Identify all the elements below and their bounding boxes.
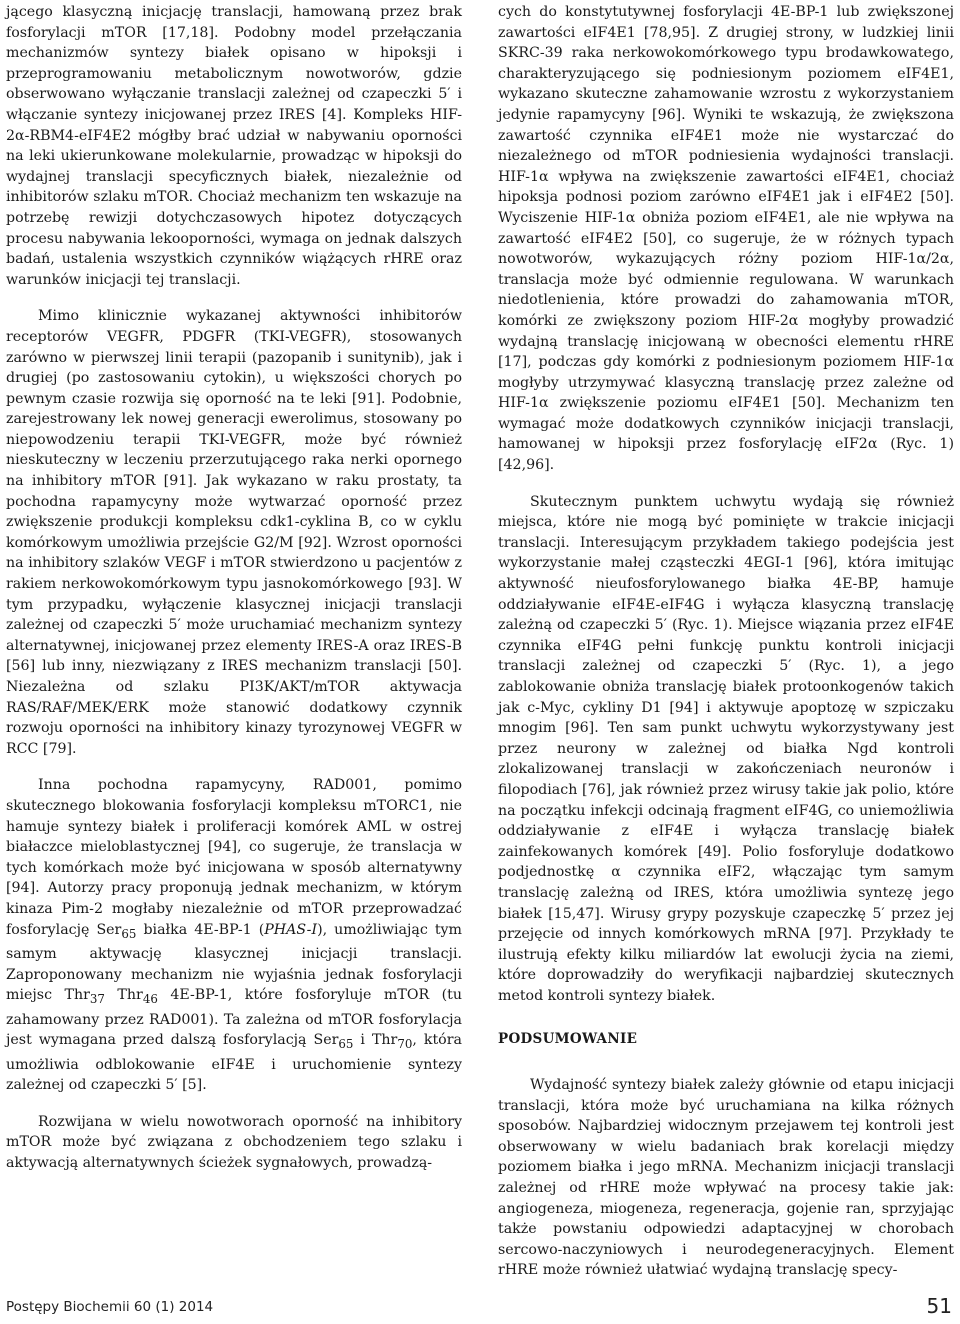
- left-paragraph-3-text-g: , która umożliwia odblokowanie eIF4E i uruchomienie syntezy zależnej od czapeczki 5′ [5].: [6, 1032, 462, 1094]
- phas-i-italic: PHAS-I: [264, 921, 318, 938]
- left-paragraph-1: jącego klasyczną inicjację translacji, hamowaną przez brak fosforylacji mTOR [17,18]. Podobny model przełączania mechanizmów syntezy białek opisano w hipoksji i przeprogramowaniu metabolicznym nowotworów, gdzie obserwowano wyłączanie translacji zależnej od czapeczki 5′ i włączanie syntezy inicjowanej przez IRES [4]. Kompleks HIF-2α-RBM4-eIF4E2 mógłby brać udział w nabywaniu oporności na leki ukierunkowane molekularnie, prowadząc w hipoksji do wydajnej translacji specyficznych białek, niezależnie od inhibitorów szlaku mTOR. Chociaż mechanizm ten wskazuje na potrzebę rewizji dotychczasowych hipotez dotyczących procesu nabywania lekooporności, wymaga on jednak dalszych badań, ustalenia wszystkich czynników wiążących rHRE oraz warunków inicjacji tej translacji.: [6, 4, 462, 288]
- subscript-ser65: 65: [121, 926, 137, 941]
- subscript-thr70: 70: [397, 1036, 413, 1051]
- left-paragraph-4: Rozwijana w wielu nowotworach oporność na inhibitory mTOR może być związana z obchodzeniem tego szlaku i aktywacją alternatywnych ścieżek sygnałowych, prowadzą-: [6, 1113, 462, 1171]
- subscript-ser65-b: 65: [338, 1036, 354, 1051]
- left-column: [6, 2, 462, 1190]
- right-paragraph-1: cych do konstytutywnej fosforylacji 4E-BP-1 lub zwiększonej zawartości eIF4E1 [78,95]. Z drugiej strony, w ludzkiej linii SKRC-39 raka nerkowokomórkowego typu brodawkowatego, charakteryzującego się podniesionym poziomem eIF4E1, wykazano skuteczne zahamowanie wzrostu z wykorzystaniem jedynie rapamycyny [96]. Wyniki te wskazują, że zwiększona zawartość czynnika eIF4E1 może nie wystarczać do niezależnego od mTOR podniesienia wydajności translacji. HIF-1α wpływa na zwiększenie zawartości eIF4E1, chociaż hipoksja podnosi poziom zarówno eIF4E1 jak i eIF4E2 [50]. Wyciszenie HIF-1α obniża poziom eIF4E1, ale nie wpływa na zawartość eIF4E2 [50], co sugeruje, że w różnych typach nowotworów, wykazujących różny poziom HIF-1α/2α, translacja może być odmiennie regulowana. W warunkach niedotlenienia, które prowadzi do zahamowania mTOR, komórki ze zwiększony poziom HIF-2α mogłyby prowadzić wydajną translację inicjowaną w obecności elementu rHRE [17], podczas gdy komórki z podniesionym poziomem HIF-1α mogłyby utrzymywać klasyczną translację przez zależne od HIF-1α zwiększenie poziomu eIF4E1 [50]. Mechanizm ten wymagać może dodatkowych czynników inicjacji translacji, hamowanej w hipoksji przez fosforylację eIF2α (Ryc. 1) [42,96].: [498, 4, 954, 474]
- section-heading-podsumowanie: PODSUMOWANIE: [498, 1030, 638, 1047]
- left-paragraph-3-text-b: białka 4E-BP-1 (: [136, 921, 265, 938]
- left-paragraph-2: Mimo klinicznie wykazanej aktywności inhibitorów receptorów VEGFR, PDGFR (TKI-VEGFR), stosowanych zarówno w pierwszej linii terapii (pazopanib i sunitynib), jak i drugiej (po zastosowaniu cytokin), u większości chorych po pewnym czasie rozwija się oporność na te leki [91]. Podobnie, zarejestrowany lek nowej generacji ewerolimus, stosowany po niepowodzeniu terapii TKI-VEGFR, może być również nieskuteczny w leczeniu przerzutującego raka nerki opornego na inhibitory mTOR [91]. Jak wykazano w raku prostaty, ta pochodna rapamycyny może wytwarzać oporność przez zwiększenie produkcji kompleksu cdk1-cyklina B, co w cyklu komórkowym umożliwia przejście G2/M [92]. Wzrost oporności na inhibitory szlaków VEGF i mTOR stwierdzono u pacjentów z rakiem nerkowokomórkowym typu jasnokomórkowego [93]. W tym przypadku, wyłączenie klasycznej inicjacji translacji zależnej od czapeczki 5′ może uruchamiać mechanizm syntezy alternatywnej, inicjowanej przez elementy IRES-A oraz IRES-B [56] lub inny, niezwiązany z IRES mechanizm translacji [50]. Niezależna od szlaku PI3K/AKT/mTOR aktywacja RAS/RAF/MEK/ERK może stanowić dodatkowy czynnik rozwoju oporności na inhibitory kinazy tyrozynowej VEGFR w RCC [79].: [6, 308, 462, 757]
- journal-citation: Postępy Biochemii 60 (1) 2014: [6, 1299, 214, 1315]
- left-paragraph-3-text-c: ), umożliwiając tym samym aktywację klasycznej inicjacji translacji. Zaproponowany mechanizm nie wyjaśnia jednak fosforylacji miejsc Thr: [6, 921, 462, 1004]
- left-paragraph-3-text-d: Thr: [104, 987, 143, 1004]
- subscript-thr46: 46: [142, 991, 158, 1006]
- page-number: 51: [926, 1294, 952, 1318]
- right-column: [498, 2, 954, 1297]
- left-paragraph-3-text-f: i Thr: [353, 1032, 398, 1049]
- left-paragraph-3: [6, 775, 462, 1095]
- right-paragraph-3: Wydajność syntezy białek zależy głównie od etapu inicjacji translacji, która może być uruchamiana na kilka różnych sposobów. Najbardziej widocznym przejawem tej kontroli jest obserwowany w wielu badaniach brak korelacji między poziomem białka i jego mRNA. Mechanizm inicjacji translacji zależnej od rHRE może wpływać na procesy takie jak: angiogeneza, miogeneza, regeneracja, gojenie ran, sprzyjając także powstaniu odpowiedzi adaptacyjnej w chorobach sercowo-naczyniowych i neurodegeneracyjnych. Element rHRE może również ułatwiać wydajną translację specy-: [498, 1077, 954, 1279]
- left-paragraph-3-text-e: 4E-BP-1, które fosforyluje mTOR (tu zahamowany przez RAD001). Ta zależna od mTOR fosforylacja jest wymagana przed dalszą fosforylacją Ser: [6, 987, 462, 1049]
- right-paragraph-2: Skutecznym punktem uchwytu wydają się również miejsca, które nie mogą być pominięte w trakcie inicjacji translacji. Interesującym przykładem takiego podejścia jest wykorzystanie małej cząsteczki 4EGI-1 [96], która imitując aktywność nieufosforylowanego białka 4E-BP, hamuje oddziaływanie eIF4E-eIF4G i wyłącza klasyczną translację zależną od czapeczki 5′ (Ryc. 1). Miejsce wiązania przez eIF4E czynnika eIF4G pełni funkcję punktu kontroli inicjacji translacji zależnej od czapeczki 5′ (Ryc. 1), a jego zablokowanie obniża translację białek protoonkogenów takich jak c-Myc, cykliny D1 [94] i aktywuje apoptozę w szpiczaku mnogim [96]. Ten sam punkt uchwytu wykorzystywany jest przez neurony w zależnej od białka Ngd kontroli zlokalizowanej translacji w zakończeniach neuronów i filopodiach [76], jak również przez wirusy takie jak polio, które na początku infekcji odcinają fragment eIF4G, co uniemożliwia oddziaływanie z eIF4E i wyłącza translację białek zainfekowanych komórek [49]. Polio fosforyluje dodatkowo podjednostkę α czynnika eIF2, włączając tym samym translację zależną od IRES, która umożliwia syntezę jego białek [15,47]. Wirusy grypy pozyskuje czapeczkę 5′ przez jej przejęcie od innych komórkowych mRNA [97]. Przykłady te ilustrują efekty kilku miliardów lat ewolucji życia na ziemi, które doprowadziły do weryfikacji najbardziej skutecznych metod kontroli syntezy białek.: [498, 493, 954, 1004]
- left-paragraph-3-text-a: Inna pochodna rapamycyny, RAD001, pomimo skutecznego blokowania fosforylacji kompleksu mTORC1, nie hamuje syntezy białek i proliferacji komórek AML w ostrej białaczce mieloblastycznej [94], co sugeruje, że translacja w tych komórkach może być inicjowana w sposób alternatywny [94]. Autorzy pracy proponują jednak mechanizm, w którym kinaza Pim-2 mogłaby niezależnie od mTOR przeprowadzać fosforylację Ser: [6, 777, 462, 938]
- subscript-thr37: 37: [89, 991, 105, 1006]
